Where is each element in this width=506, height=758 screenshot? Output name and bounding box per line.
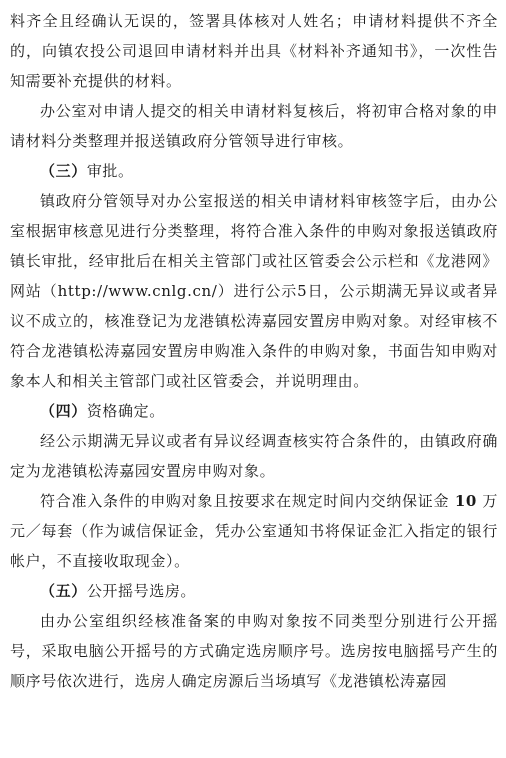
paragraph-approval: 镇政府分管领导对办公室报送的相关申请材料审核签字后，由办公室根据审核意见进行分类整理，将符合准入条件的申购对象报送镇政府镇长审批，经审批后在相关主管部门或社区管委会公示栏和《龙港网》网站（http://www.cnlg.cn/）进行公示5日，公示期满无异议或者异议不成立的，核准登记为龙港镇松涛嘉园安置房申购对象。对经审核不符合龙港镇松涛嘉园安置房申购准入条件的申购对象，书面告知申购对象本人和相关主管部门或社区管委会，并说明理由。 — [10, 192, 498, 390]
section-title: 审批。 — [86, 162, 134, 180]
deposit-text-before: 符合准入条件的申购对象且按要求在规定时间内交纳保证金 — [40, 492, 455, 510]
section-title: 资格确定。 — [86, 402, 165, 420]
paragraph-lottery: 由办公室组织经核准备案的申购对象按不同类型分别进行公开摇号，采取电脑公开摇号的方式确定选房顺序号。选房按电脑摇号产生的顺序号依次进行，选房人确定房源后当场填写《龙港镇松涛嘉园 — [10, 612, 498, 690]
section-title: 公开摇号选房。 — [86, 582, 197, 600]
section-heading-qualification — [10, 396, 498, 426]
document-page — [10, 6, 498, 696]
section-heading-approval — [10, 156, 498, 186]
section-heading-lottery — [10, 576, 498, 606]
section-number: （四） — [40, 402, 87, 420]
paragraph-review: 办公室对申请人提交的相关申请材料复核后，将初审合格对象的申请材料分类整理并报送镇政府分管领导进行审核。 — [10, 102, 498, 150]
paragraph-continued: 料齐全且经确认无误的，签署具体核对人姓名；申请材料提供不齐全的，向镇农投公司退回申请材料并出具《材料补齐通知书》，一次性告知需要补充提供的材料。 — [10, 12, 498, 90]
deposit-amount: 10 — [454, 492, 477, 510]
section-number: （三） — [40, 162, 87, 180]
paragraph-deposit — [10, 486, 498, 576]
paragraph-qualification: 经公示期满无异议或者有异议经调查核实符合条件的，由镇政府确定为龙港镇松涛嘉园安置房申购对象。 — [10, 432, 498, 480]
deposit-text-after: 万元／每套（作为诚信保证金，凭办公室通知书将保证金汇入指定的银行帐户，不直接收取现金）。 — [10, 492, 499, 570]
section-number: （五） — [40, 582, 87, 600]
